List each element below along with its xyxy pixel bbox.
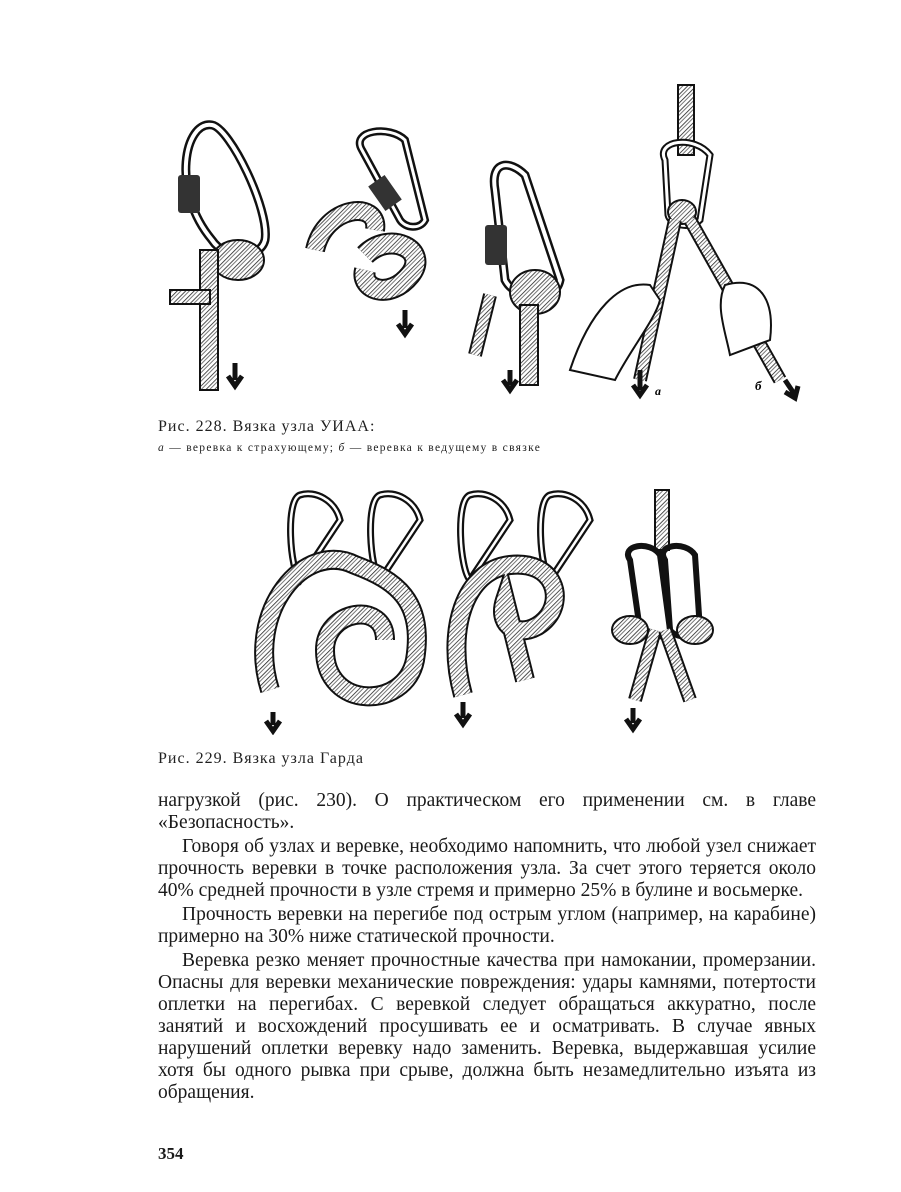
paragraph-2: Говоря об узлах и веревке, необходимо напомнить, что любой узел снижает прочность веревки в точке расположения узла. За счет этого теряется около 40% средней прочности в узле стремя и примерно 25% в булине и восьмерке. <box>158 836 816 901</box>
figure-228-caption: Рис. 228. Вязка узла УИАА: <box>158 418 376 435</box>
paragraph-1: нагрузкой (рис. 230). О практическом его применении см. в главе «Безопасность». <box>158 790 816 833</box>
legend-b-text: — веревка к ведущему в связке <box>349 442 542 454</box>
knot-step-3-drawing <box>475 165 560 390</box>
paragraph-3: Прочность веревки на перегибе под острым углом (например, на карабине) примерно на 30% ниже статической прочности. <box>158 904 816 947</box>
paragraph-4: Веревка резко меняет прочностные качества при намокании, промерзании. Опасны для веревки механические повреждения: удары камнями, потертости оплетки на перегибах. С веревкой следует обращаться аккуратно, после занятий и восхождений просушивать ее и осматривать. В случае явных нарушений оплетки веревку надо заменить. Веревка, выдержавшая усилие хотя бы одного рывка при срыве, должна быть незамедлительно изъята из обращения. <box>158 950 816 1103</box>
knot-step-4-drawing <box>570 85 798 398</box>
figure-228-legend <box>158 442 541 454</box>
legend-a-text: — веревка к страхующему; <box>169 442 335 454</box>
figure-229-caption: Рис. 229. Вязка узла Гарда <box>158 750 364 767</box>
garda-step-2-drawing <box>456 494 590 724</box>
label-b: б <box>755 378 762 393</box>
figure-228-illustration <box>150 80 810 410</box>
legend-b-mark: б <box>338 442 346 454</box>
garda-step-1-drawing <box>264 494 420 731</box>
body-text <box>158 790 816 1104</box>
label-a: а <box>655 384 661 398</box>
knot-step-2-drawing <box>315 131 425 334</box>
page-number: 354 <box>158 1144 184 1163</box>
garda-step-3-drawing <box>612 490 713 729</box>
figure-229-illustration <box>245 480 725 735</box>
legend-a-mark: а <box>158 442 166 454</box>
knot-step-1-drawing <box>170 125 265 390</box>
